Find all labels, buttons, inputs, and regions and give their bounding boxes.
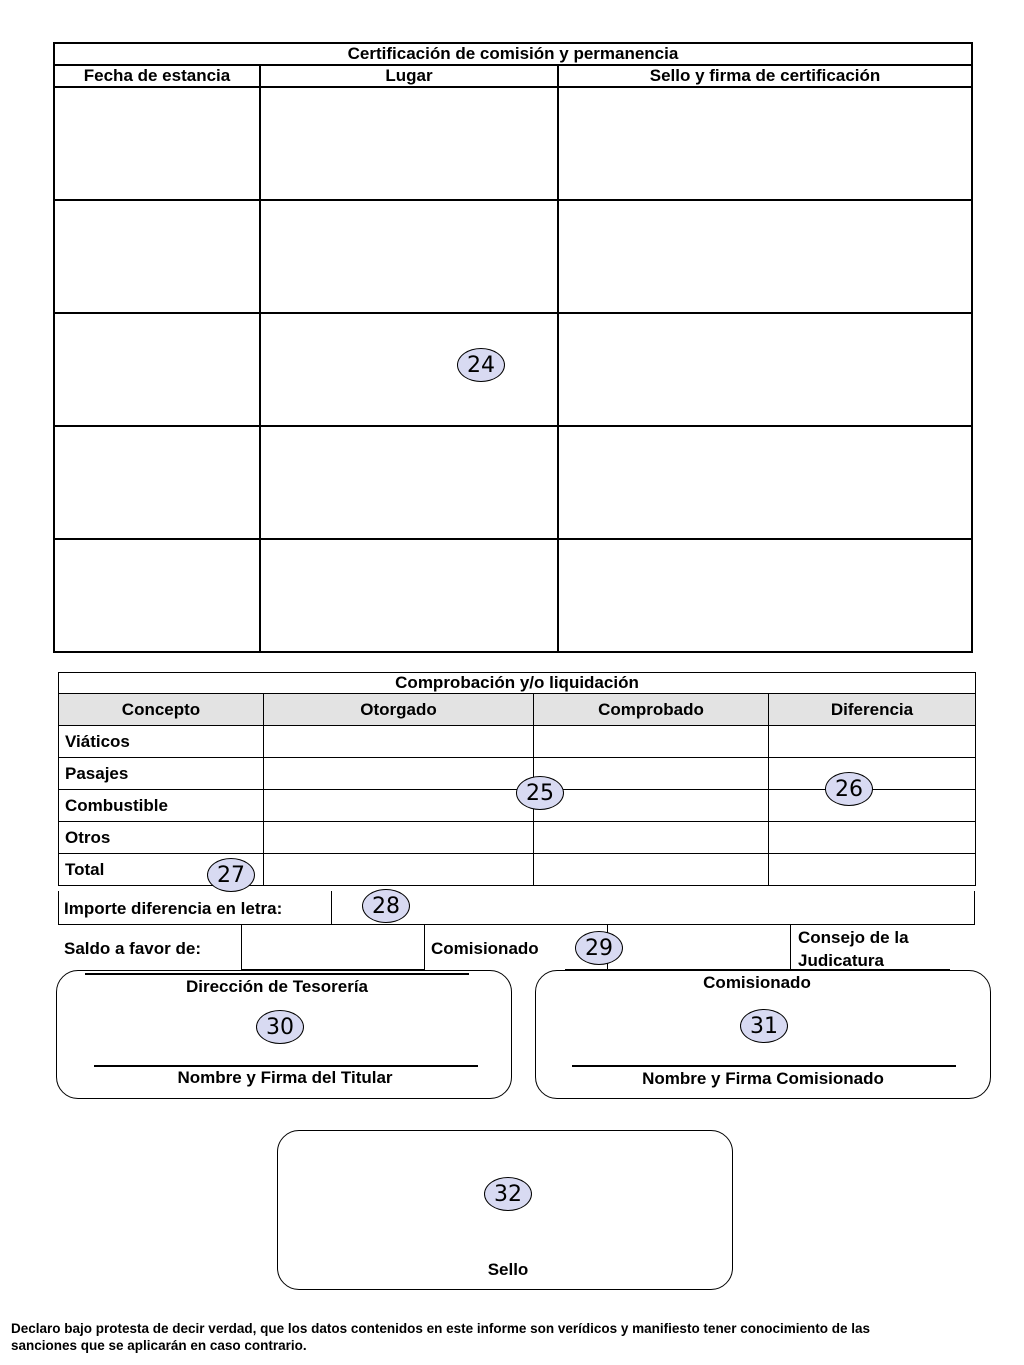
fecha-cell[interactable]: [54, 426, 260, 539]
lugar-cell[interactable]: [260, 426, 558, 539]
table-row: [59, 822, 976, 854]
sello-label: Sello: [487, 1260, 529, 1279]
row-label-pasajes: Pasajes: [59, 758, 264, 790]
row-label-combustible: Combustible: [59, 790, 264, 822]
comisionado-option: Comisionado: [431, 939, 539, 958]
lugar-cell[interactable]: [260, 539, 558, 652]
tesoreria-signature-line: [94, 1065, 478, 1067]
lugar-cell[interactable]: [260, 313, 558, 426]
comprobado-cell[interactable]: [534, 758, 769, 790]
marker-24: 24: [457, 348, 505, 382]
otorgado-cell[interactable]: [264, 854, 534, 886]
fecha-cell[interactable]: [54, 313, 260, 426]
table-row: [54, 200, 972, 313]
lugar-cell[interactable]: [260, 200, 558, 313]
comprobado-cell[interactable]: [534, 790, 769, 822]
lugar-cell[interactable]: [260, 87, 558, 200]
marker-27: 27: [207, 858, 255, 892]
comisionado-title: Comisionado: [703, 973, 811, 992]
table-row: [59, 726, 976, 758]
comisionado-box[interactable]: [607, 925, 791, 970]
declaration-text: [11, 1320, 1016, 1354]
tesoreria-title: Dirección de Tesorería: [185, 977, 369, 996]
table-row: [54, 313, 972, 426]
certification-title: Certificación de comisión y permanencia: [54, 43, 972, 65]
comisionado-caption: Nombre y Firma Comisionado: [642, 1069, 884, 1088]
row-label-otros: Otros: [59, 822, 264, 854]
declaration-line-2: sanciones que se aplicarán en caso contrario.: [11, 1338, 307, 1353]
certification-table: [53, 42, 973, 653]
sello-cell[interactable]: [558, 426, 972, 539]
otorgado-cell[interactable]: [264, 822, 534, 854]
table-row: [59, 854, 976, 886]
importe-field[interactable]: [332, 891, 972, 924]
column-diferencia: Diferencia: [769, 694, 976, 726]
marker-26: 26: [825, 772, 873, 806]
comprobacion-title: Comprobación y/o liquidación: [59, 673, 976, 694]
consejo-label-line1: Consejo de la: [798, 928, 909, 947]
table-row: [54, 539, 972, 652]
row-label-viaticos: Viáticos: [59, 726, 264, 758]
diferencia-cell[interactable]: [769, 854, 976, 886]
comisionado-signature-line: [572, 1065, 956, 1067]
comprobado-cell[interactable]: [534, 854, 769, 886]
column-fecha-de-estancia: Fecha de estancia: [54, 65, 260, 87]
sello-cell[interactable]: [558, 313, 972, 426]
marker-32: 32: [484, 1177, 532, 1211]
fecha-cell[interactable]: [54, 87, 260, 200]
tesoreria-top-line: [85, 973, 469, 975]
diferencia-cell[interactable]: [769, 790, 976, 822]
diferencia-cell[interactable]: [769, 822, 976, 854]
sello-cell[interactable]: [558, 200, 972, 313]
column-comprobado: Comprobado: [534, 694, 769, 726]
table-row: [54, 87, 972, 200]
marker-28: 28: [362, 889, 410, 923]
sello-cell[interactable]: [558, 539, 972, 652]
consejo-label-line2: Judicatura: [798, 951, 884, 970]
declaration-line-1: Declaro bajo protesta de decir verdad, que los datos contenidos en este informe son verídicos y manifiesto tener conocimiento de las: [11, 1321, 870, 1336]
marker-29: 29: [575, 931, 623, 965]
saldo-label: Saldo a favor de:: [64, 939, 201, 958]
column-sello-y-firma: Sello y firma de certificación: [558, 65, 972, 87]
importe-label: Importe diferencia en letra:: [64, 899, 283, 918]
comprobado-cell[interactable]: [534, 726, 769, 758]
fecha-cell[interactable]: [54, 200, 260, 313]
marker-25: 25: [516, 776, 564, 810]
otorgado-cell[interactable]: [264, 758, 534, 790]
column-lugar: Lugar: [260, 65, 558, 87]
otorgado-cell[interactable]: [264, 790, 534, 822]
marker-31: 31: [740, 1009, 788, 1043]
tesoreria-caption: Nombre y Firma del Titular: [177, 1068, 393, 1087]
sello-cell[interactable]: [558, 87, 972, 200]
fecha-cell[interactable]: [54, 539, 260, 652]
diferencia-cell[interactable]: [769, 726, 976, 758]
comprobado-cell[interactable]: [534, 822, 769, 854]
otorgado-cell[interactable]: [264, 726, 534, 758]
column-otorgado: Otorgado: [264, 694, 534, 726]
row-label-total: Total: [59, 854, 264, 886]
column-concepto: Concepto: [59, 694, 264, 726]
saldo-box[interactable]: [241, 925, 425, 970]
table-row: [54, 426, 972, 539]
marker-30: 30: [256, 1010, 304, 1044]
